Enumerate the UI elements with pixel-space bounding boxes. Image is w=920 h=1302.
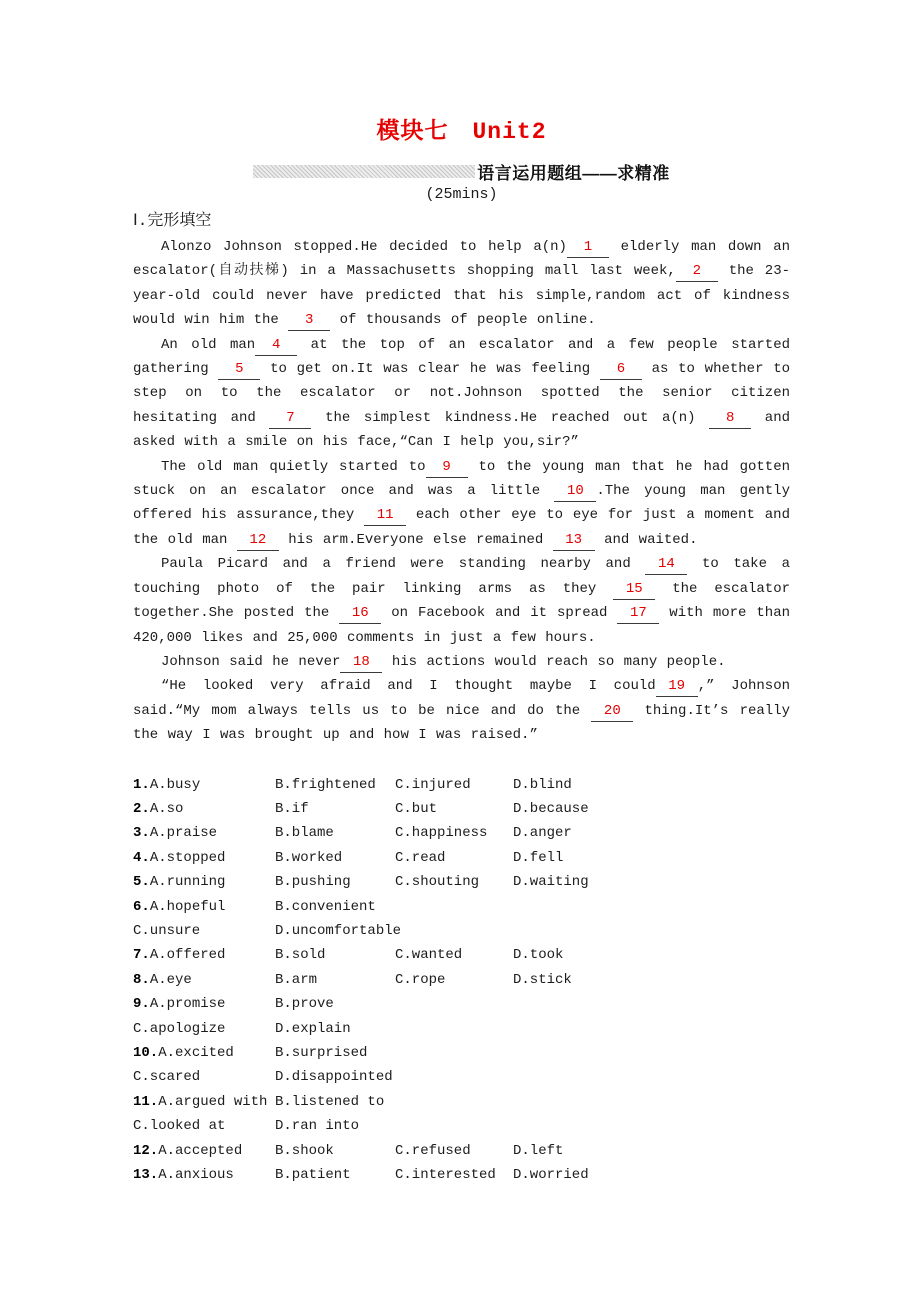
cloze-blank-5: 5 (218, 362, 260, 380)
passage-paragraph: An old man 4 at the top of an escalator and a few people started gathering 5 to get on.It was clear he was feeling 6 as to whether to step on to the escalator or not.Johnson spotted the senior citizen hesitating and 7 the simplest kindness.He reached out a(n) 8 and asked with a smile on his face,“Can I help you,sir?” (133, 336, 791, 451)
cloze-blank-8: 8 (709, 411, 751, 429)
option-cell: B.prove (275, 996, 334, 1013)
cloze-blank-9: 9 (426, 460, 468, 478)
cloze-blank-12: 12 (237, 533, 279, 551)
question-number: 4. (133, 849, 150, 866)
option-cell: C.scared (133, 1069, 201, 1086)
cloze-blank-15: 15 (613, 582, 655, 600)
passage-paragraph: “He looked very afraid and I thought maybe I could 19 ,” Johnson said.“My mom always tells us to be nice and do the 20 thing.It’s really the way I was brought up and how I was raised.” (133, 678, 790, 744)
option-cell: B.shook (275, 1142, 334, 1159)
option-row (133, 797, 790, 821)
question-number: 3. (133, 825, 150, 842)
cloze-blank-7: 7 (269, 411, 311, 429)
option-cell: 10.A.excited (133, 1045, 234, 1061)
cloze-blank-2: 2 (676, 264, 718, 282)
question-number: 8. (133, 971, 150, 988)
option-cell: B.blame (275, 825, 334, 842)
banner-label: 语言运用题组——求精准 (477, 163, 670, 183)
option-cell: C.shouting (395, 874, 480, 891)
cloze-blank-11: 11 (364, 508, 406, 526)
banner-hatch-bar (253, 165, 475, 178)
passage-paragraph: Alonzo Johnson stopped.He decided to help a(n) 1 elderly man down an escalator(自动扶梯) in a Massachusetts shopping mall last week, 2 the 23-year-old could never have predicted that his simple,random act of kindness would win him the 3 of thousands of people online. (133, 235, 790, 333)
banner (133, 159, 790, 183)
option-row (133, 821, 790, 845)
passage (133, 235, 790, 748)
option-cell: 5.A.running (133, 874, 226, 891)
cloze-blank-4: 4 (255, 338, 297, 356)
page-title: 模块七 Unit2 (376, 119, 547, 145)
option-cell: 3.A.praise (133, 825, 218, 842)
option-row (133, 1065, 790, 1089)
option-cell: C.apologize (133, 1020, 226, 1037)
option-cell: B.surprised (275, 1045, 368, 1061)
option-cell: 4.A.stopped (133, 849, 226, 866)
question-number: 6. (133, 898, 150, 915)
option-cell: 2.A.so (133, 800, 184, 817)
option-cell: C.read (395, 849, 446, 866)
option-row (133, 895, 790, 919)
question-number: 11. (133, 1093, 159, 1110)
option-row (133, 992, 790, 1016)
option-cell: 9.A.promise (133, 996, 226, 1013)
option-cell: C.happiness (395, 825, 488, 842)
option-cell: B.arm (275, 971, 318, 988)
cloze-blank-17: 17 (617, 606, 659, 624)
option-cell: D.stick (513, 971, 572, 988)
option-row (133, 1041, 790, 1065)
cloze-blank-3: 3 (288, 313, 330, 331)
option-cell: B.sold (275, 947, 326, 964)
option-cell: D.worried (513, 1167, 589, 1184)
question-number: 9. (133, 996, 150, 1013)
question-number: 5. (133, 874, 150, 891)
option-row (133, 1139, 790, 1163)
cloze-blank-13: 13 (553, 533, 595, 551)
option-row (133, 1163, 790, 1187)
option-row (133, 1090, 790, 1114)
option-cell: D.blind (513, 776, 572, 793)
option-cell: D.left (513, 1142, 564, 1159)
option-cell: 8.A.eye (133, 971, 192, 988)
option-cell: D.explain (275, 1020, 351, 1037)
question-number: 10. (133, 1045, 159, 1061)
cloze-blank-1: 1 (567, 240, 609, 258)
question-number: 7. (133, 947, 150, 964)
question-number: 13. (133, 1167, 159, 1184)
option-cell: 6.A.hopeful (133, 898, 226, 915)
question-number: 1. (133, 776, 150, 793)
option-cell: D.disappointed (275, 1069, 393, 1086)
cloze-blank-14: 14 (645, 557, 687, 575)
option-cell: 12.A.accepted (133, 1142, 243, 1159)
cloze-blank-18: 18 (340, 655, 382, 673)
option-cell: C.refused (395, 1142, 471, 1159)
option-cell: 7.A.offered (133, 947, 226, 964)
cloze-blank-16: 16 (339, 606, 381, 624)
section-heading: Ⅰ.完形填空 (133, 212, 212, 230)
option-row (133, 1017, 790, 1041)
passage-paragraph: Johnson said he never 18 his actions would reach so many people. (133, 650, 790, 674)
option-row (133, 1114, 790, 1138)
option-cell: D.uncomfortable (275, 922, 402, 939)
option-cell: B.pushing (275, 874, 351, 891)
option-cell: B.worked (275, 849, 343, 866)
option-row (133, 773, 790, 797)
option-cell: D.took (513, 947, 564, 964)
option-row (133, 919, 790, 943)
option-cell: B.convenient (275, 898, 376, 915)
option-cell: 1.A.busy (133, 776, 201, 793)
option-cell: B.if (275, 800, 309, 817)
option-row (133, 870, 790, 894)
options-list (133, 773, 790, 1188)
option-cell: B.listened to (275, 1093, 385, 1110)
option-cell: C.but (395, 800, 438, 817)
question-number: 2. (133, 800, 150, 817)
option-cell: 11.A.argued with (133, 1093, 268, 1110)
option-cell: C.unsure (133, 922, 201, 939)
cloze-blank-6: 6 (600, 362, 642, 380)
option-row (133, 968, 790, 992)
option-cell: D.anger (513, 825, 572, 842)
time-limit: (25mins) (425, 186, 498, 203)
option-cell: D.waiting (513, 874, 589, 891)
question-number: 12. (133, 1142, 159, 1159)
cloze-blank-10: 10 (554, 484, 596, 502)
option-cell: B.frightened (275, 776, 376, 793)
option-cell: C.injured (395, 776, 471, 793)
option-cell: 13.A.anxious (133, 1167, 234, 1184)
option-row (133, 846, 790, 870)
option-cell: D.ran into (275, 1118, 360, 1135)
cloze-blank-20: 20 (591, 704, 633, 722)
option-row (133, 943, 790, 967)
passage-paragraph: The old man quietly started to 9 to the young man that he had gotten stuck on an escalator once and was a little 10 .The young man gently offered his assurance,they 11 each other eye to eye for just a moment and the old man 12 his arm.Everyone else remained 13 and waited. (133, 455, 790, 553)
option-cell: C.wanted (395, 947, 463, 964)
option-cell: D.fell (513, 849, 564, 866)
cloze-blank-19: 19 (656, 679, 698, 697)
option-cell: B.patient (275, 1167, 351, 1184)
option-cell: C.interested (395, 1167, 496, 1184)
option-cell: D.because (513, 800, 589, 817)
option-cell: C.looked at (133, 1118, 226, 1135)
passage-paragraph: Paula Picard and a friend were standing nearby and 14 to take a touching photo of the pair linking arms as they 15 the escalator together.She posted the 16 on Facebook and it spread 17 with more than 420,000 likes and 25,000 comments in just a few hours. (133, 556, 791, 646)
option-cell: C.rope (395, 971, 446, 988)
